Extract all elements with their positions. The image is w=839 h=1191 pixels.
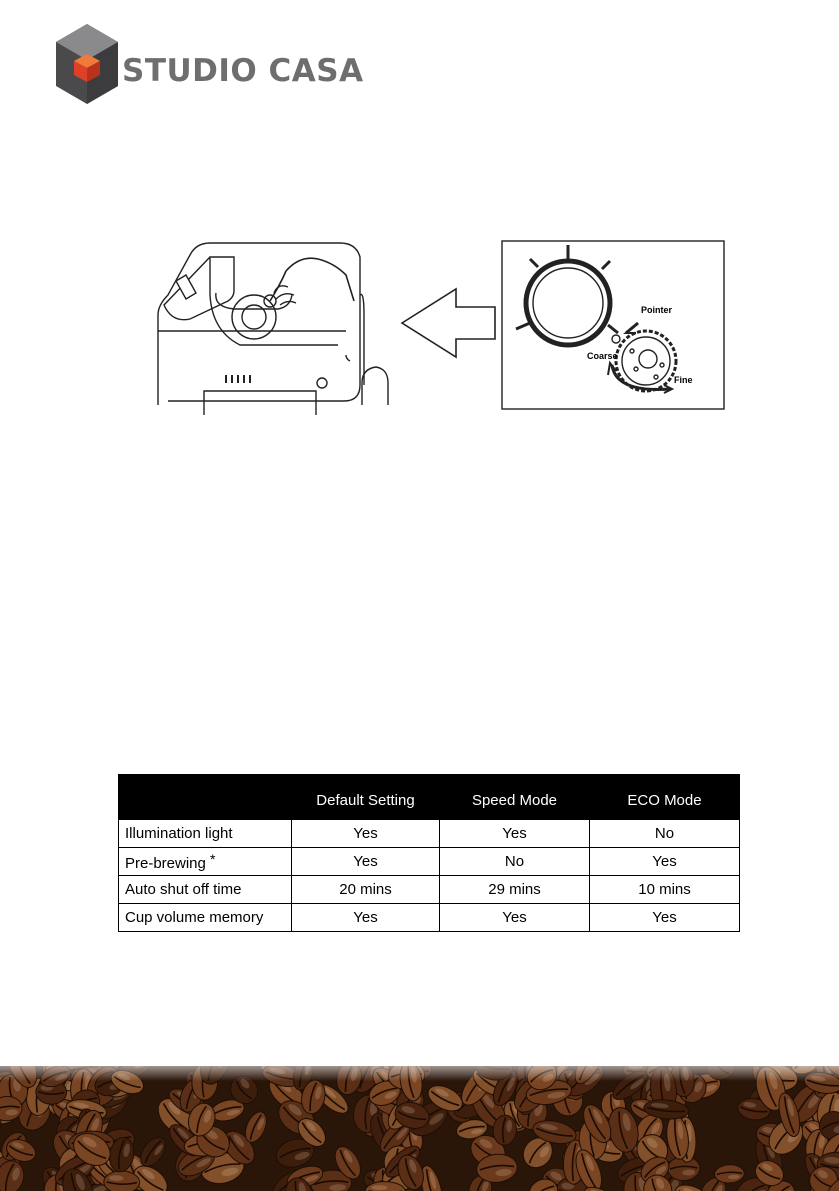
coffee-beans-footer-image	[0, 1066, 839, 1191]
eco-value: 10 mins	[590, 876, 740, 904]
default-value: Yes	[292, 904, 440, 932]
table-row	[119, 848, 740, 876]
header-corner	[119, 775, 292, 820]
speed-value: 29 mins	[440, 876, 590, 904]
default-value: 20 mins	[292, 876, 440, 904]
header-eco-mode: ECO Mode	[590, 775, 740, 820]
coarse-label: Coarse	[587, 351, 618, 361]
row-label: Cup volume memory	[125, 909, 264, 926]
eco-value: No	[590, 820, 740, 848]
eco-value: Yes	[590, 904, 740, 932]
table-header-row	[119, 775, 740, 820]
fine-label: Fine	[674, 375, 693, 385]
row-label: Illumination light	[125, 825, 233, 842]
footnote-marker: *	[210, 851, 216, 867]
speed-value: No	[440, 848, 590, 876]
brand-name: STUDIO CASA	[122, 53, 364, 89]
hexagon-cube-icon	[52, 22, 122, 108]
default-value: Yes	[292, 820, 440, 848]
table-row	[119, 820, 740, 848]
pointer-label: Pointer	[641, 305, 673, 315]
speed-value: Yes	[440, 904, 590, 932]
mode-settings-table	[118, 774, 740, 932]
header-default-setting: Default Setting	[292, 775, 440, 820]
grinder-adjustment-illustration	[150, 235, 730, 415]
eco-value: Yes	[590, 848, 740, 876]
row-label: Pre-brewing	[125, 855, 206, 872]
table-row	[119, 876, 740, 904]
coffee-machine-drawing	[158, 243, 388, 415]
arrow-left-icon	[402, 289, 495, 357]
row-label: Auto shut off time	[125, 881, 242, 898]
default-value: Yes	[292, 848, 440, 876]
speed-value: Yes	[440, 820, 590, 848]
header-speed-mode: Speed Mode	[440, 775, 590, 820]
table-row	[119, 904, 740, 932]
